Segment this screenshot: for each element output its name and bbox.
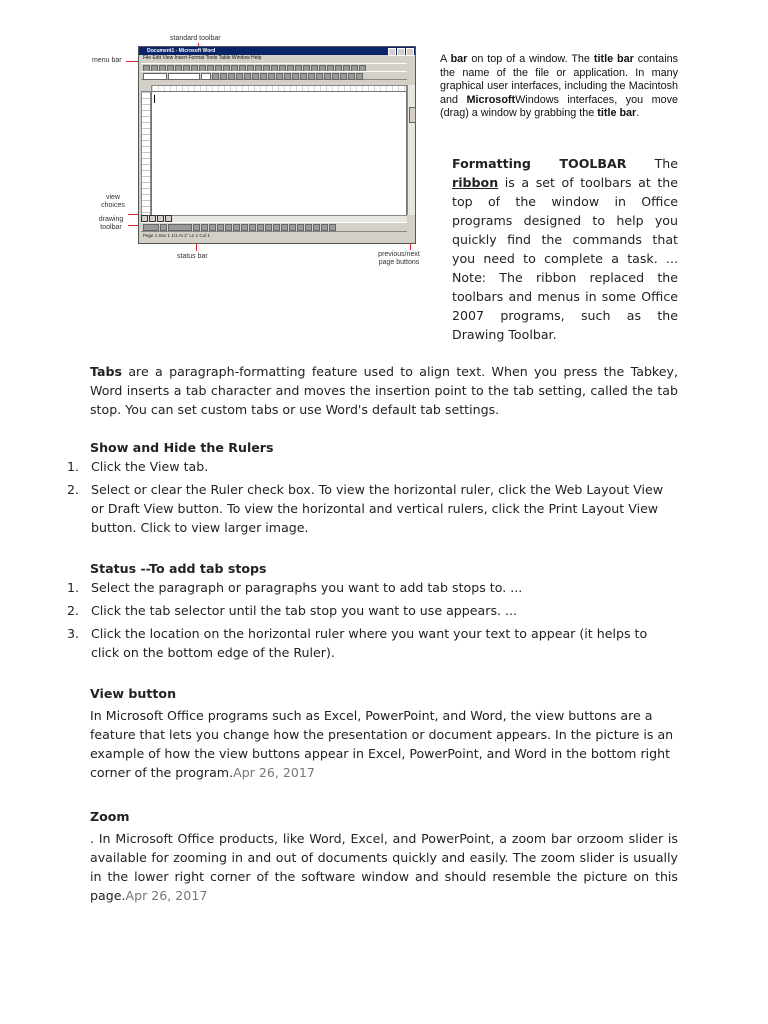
status-bar: Page 1 Sec 1 1/1 At 1" Ln 1 Col 1 — [141, 231, 407, 239]
view-button-paragraph: In Microsoft Office programs such as Excel, PowerPoint, and Word, the view buttons are a feature that lets you change how the presentation or document appears. In the picture is an example of how the view buttons appear in Excel, PowerPoint, and Word in the bottom right corner of the program.Apr 26, 2017 — [90, 708, 674, 780]
view-button-heading: View button — [90, 686, 177, 701]
rulers-list — [67, 457, 679, 537]
list-item: 1. Click the View tab. — [67, 459, 209, 474]
window-title-bar — [139, 47, 415, 55]
label-drawing-toolbar: drawing toolbar — [98, 216, 124, 231]
document-area — [151, 91, 407, 217]
list-item: 2. Click the tab selector until the tab stop you want to use appears. ... — [67, 603, 518, 618]
formatting-toolbar — [141, 71, 407, 80]
status-list — [67, 578, 679, 662]
label-prev-next-buttons: previous/next page buttons — [378, 251, 420, 266]
tabs-paragraph: Tabs are a paragraph-formatting feature used to align text. When you press the Tabkey, Word inserts a tab character and moves the insertion point to the tab setting, called the tab stop. You can set custom tabs or use Word's default tab settings. — [90, 364, 678, 417]
formatting-note: Formatting TOOLBAR The ribbon is a set of toolbars at the top of the window in Office programs designed to help you quickly find the commands that you need to complete a task. ... Note: The ribbon replaced the toolbars and menus in some Office 2007 programs, such as the Drawing Toolbar. — [452, 156, 678, 342]
view-button-date: Apr 26, 2017 — [233, 765, 315, 780]
window-title: Document1 - Microsoft Word — [147, 48, 216, 54]
title-bar-note: A bar on top of a window. The title bar contains the name of the file or application. In many graphical user interfaces, including the Macintosh and MicrosoftWindows interfaces, you move (drag) a window by grabbing the title bar. — [440, 53, 679, 119]
list-item: 1. Select the paragraph or paragraphs you want to add tab stops to. ... — [67, 580, 523, 595]
horizontal-scrollbar — [141, 215, 407, 222]
zoom-date: Apr 26, 2017 — [125, 888, 208, 903]
ribbon-term: ribbon — [452, 175, 499, 190]
list-item: 2. Select or clear the Ruler check box. To view the horizontal ruler, click the Web Layout View or Draft View button. To view the horizontal and vertical rulers, click the Print Layout View button. Click to view larger image. — [67, 482, 664, 535]
list-item: 3. Click the location on the horizontal ruler where you want your text to appear (it helps to click on the bottom edge of the Ruler). — [67, 626, 648, 660]
label-status-bar: status bar — [177, 253, 208, 260]
label-standard-toolbar: standard toolbar — [170, 35, 221, 42]
drawing-toolbar — [141, 222, 407, 230]
view-choices — [141, 215, 172, 222]
menu-bar: File Edit View Insert Format Tools Table Window Help — [143, 55, 262, 61]
zoom-heading: Zoom — [90, 809, 130, 824]
label-view-choices: view choices — [101, 194, 125, 209]
rulers-heading: Show and Hide the Rulers — [90, 440, 274, 455]
zoom-paragraph: . In Microsoft Office products, like Word, Excel, and PowerPoint, a zoom bar orzoom slider is available for zooming in and out of documents quickly and easily. The zoom slider is usually in the lower right corner of the software window and should resemble the picture on this page.Apr 26, 2017 — [90, 831, 678, 903]
formatting-heading: Formatting TOOLBAR — [452, 156, 627, 171]
vertical-scrollbar — [407, 85, 415, 215]
vertical-ruler — [141, 91, 151, 217]
status-heading: Status --To add tab stops — [90, 561, 267, 576]
word-window — [138, 46, 416, 244]
label-menu-bar: menu bar — [92, 57, 122, 64]
